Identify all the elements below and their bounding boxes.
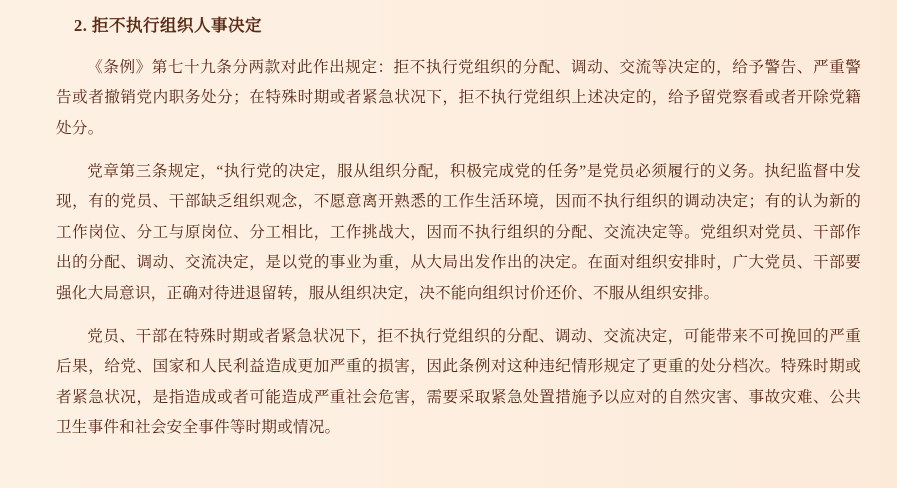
paragraph-1: 《条例》第七十九条分两款对此作出规定：拒不执行党组织的分配、调动、交流等决定的，给予警告、严重警告或者撤销党内职务处分；在特殊时期或者紧急状况下，拒不执行党组织上述决定的，给予留党察看或者开除党籍处分。	[56, 58, 861, 137]
paragraph-2: 党章第三条规定，“执行党的决定，服从组织分配，积极完成党的任务”是党员必须履行的义务。执纪监督中发现，有的党员、干部缺乏组织观念，不愿意离开熟悉的工作生活环境，因而不执行组织的调动决定；有的认为新的工作岗位、分工与原岗位、分工相比，工作挑战大，因而不执行组织的分配、交流决定等。党组织对党员、干部作出的分配、调动、交流决定，是以党的事业为重，从大局出发作出的决定。在面对组织安排时，广大党员、干部要强化大局意识，正确对待进退留转，服从组织决定，决不能向组织讨价还价、不服从组织安排。	[56, 162, 861, 302]
paragraph-3: 党员、干部在特殊时期或者紧急状况下，拒不执行党组织的分配、调动、交流决定，可能带来不可挽回的严重后果，给党、国家和人民利益造成更加严重的损害，因此条例对这种违纪情形规定了更重的处分档次。特殊时期或者紧急状况，是指造成或者可能造成严重社会危害，需要采取紧急处置措施予以应对的自然灾害、事故灾难、公共卫生事件和社会安全事件等时期或情况。	[56, 328, 861, 437]
section-heading: 2. 拒不执行组织人事决定	[74, 16, 262, 35]
